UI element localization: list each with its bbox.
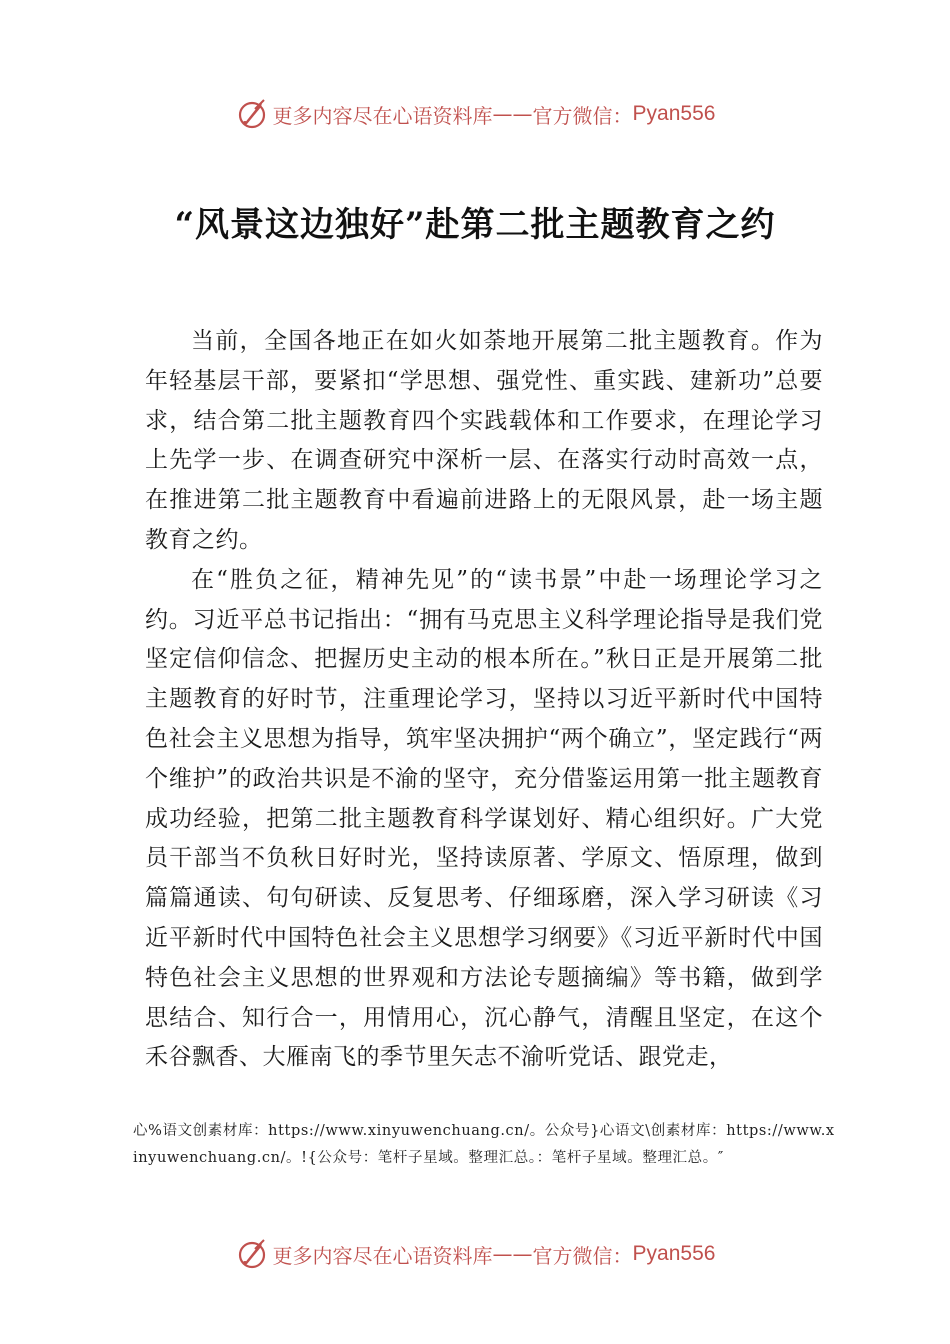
banner-label: 官方微信： xyxy=(532,1243,633,1268)
footer-banner xyxy=(0,1234,950,1274)
banner-dash: —— xyxy=(492,1242,533,1266)
banner-dash: —— xyxy=(492,102,533,126)
banner-account: Pyan556 xyxy=(632,102,716,125)
source-note: 心%语文创素材库：https://www.xinyuwenchuang.cn/。公众号}心语文\创素材库：https://www.xinyuwenchuang.cn/。!{公众号：笔杆子星域。整理汇总。：笔杆子星域。整理汇总。″ xyxy=(133,1123,835,1166)
quill-pen-seal-icon xyxy=(235,97,269,131)
banner-account: Pyan556 xyxy=(632,1242,716,1265)
banner-label: 官方微信： xyxy=(532,103,633,128)
paragraph-1: 当前，全国各地正在如火如荼地开展第二批主题教育。作为年轻基层干部，要紧扣“学思想、强党性、重实践、建新功”总要求，结合第二批主题教育四个实践载体和工作要求，在理论学习上先学一步、在调查研究中深析一层、在落实行动时高效一点，在推进第二批主题教育中看遍前进路上的无限风景，赴一场主题教育之约。 xyxy=(145,328,823,553)
banner-text: 更多内容尽在心语资料库 xyxy=(272,1243,493,1268)
quill-pen-seal-icon xyxy=(235,1237,269,1271)
banner-text: 更多内容尽在心语资料库 xyxy=(272,103,493,128)
article-title: “风景这边独好”赴第二批主题教育之约 xyxy=(174,205,776,245)
header-banner xyxy=(0,94,950,134)
paragraph-2: 在“胜负之征，精神先见”的“读书景”中赴一场理论学习之约。习近平总书记指出：“拥有马克思主义科学理论指导是我们党坚定信仰信念、把握历史主动的根本所在。”秋日正是开展第二批主题教育的好时节，注重理论学习，坚持以习近平新时代中国特色社会主义思想为指导，筑牢坚决拥护“两个确立”，坚定践行“两个维护”的政治共识是不渝的坚守，充分借鉴运用第一批主题教育成功经验，把第二批主题教育科学谋划好、精心组织好。广大党员干部当不负秋日好时光，坚持读原著、学原文、悟原理，做到篇篇通读、句句研读、反复思考、仔细琢磨，深入学习研读《习近平新时代中国特色社会主义思想学习纲要》《习近平新时代中国特色社会主义思想的世界观和方法论专题摘编》等书籍，做到学思结合、知行合一，用情用心，沉心静气，清醒且坚定，在这个禾谷飘香、大雁南飞的季节里矢志不渝听党话、跟党走， xyxy=(145,566,823,1071)
article-body xyxy=(145,322,823,1078)
